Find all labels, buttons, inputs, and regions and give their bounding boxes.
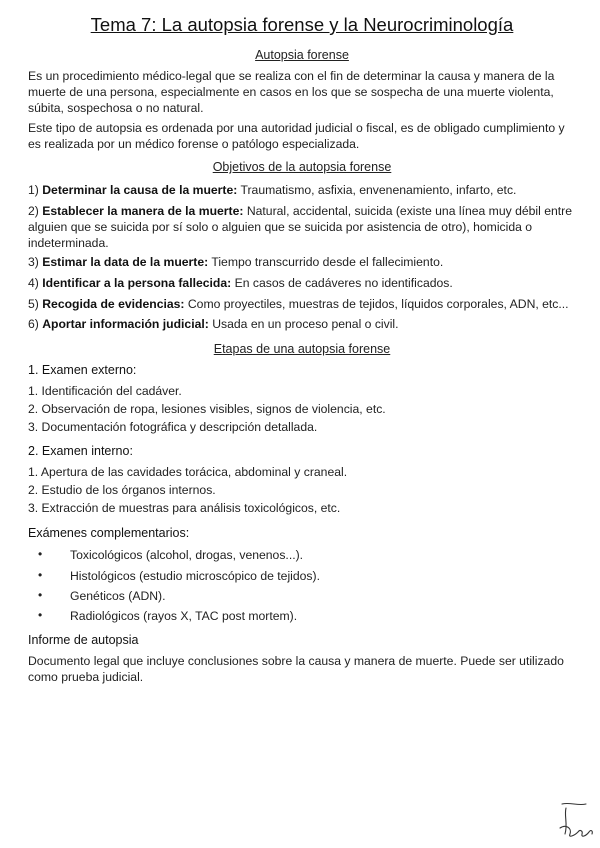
- list-item: 1. Identificación del cadáver.: [28, 384, 182, 398]
- list-item: Toxicológicos (alcohol, drogas, venenos...).: [70, 548, 304, 562]
- report-paragraph: Documento legal que incluye conclusiones sobre la causa y manera de muerte. Puede ser utilizado como prueba judicial.: [28, 654, 564, 684]
- bullet-icon: •: [38, 568, 43, 582]
- signature-icon: [556, 798, 596, 842]
- paragraph-definition: Es un procedimiento médico-legal que se realiza con el fin de determinar la causa y manera de la muerte de una persona, especialmente en casos en los que se sospecha de una muerte violenta, súbita, sospechosa o no natural.: [28, 69, 555, 115]
- section-heading-stages: Etapas de una autopsia forense: [213, 342, 391, 356]
- bullet-icon: •: [38, 588, 43, 602]
- bullet-icon: •: [38, 608, 43, 622]
- list-item: Histológicos (estudio microscópico de tejidos).: [70, 569, 320, 583]
- complementary-exams-heading: Exámenes complementarios:: [28, 526, 190, 540]
- objective-item: 1) Determinar la causa de la muerte: Traumatismo, asfixia, envenenamiento, infarto, etc.: [28, 183, 517, 197]
- paragraph-order: Este tipo de autopsia es ordenada por una autoridad judicial o fiscal, es de obligado cumplimiento y es realizada por un médico forense o patólogo especializada.: [28, 121, 565, 151]
- report-heading: Informe de autopsia: [28, 633, 139, 647]
- list-item: 1. Apertura de las cavidades torácica, abdominal y craneal.: [28, 465, 348, 479]
- list-item: 2. Observación de ropa, lesiones visibles, signos de violencia, etc.: [28, 402, 386, 416]
- objective-item: 4) Identificar a la persona fallecida: En casos de cadáveres no identificados.: [28, 276, 453, 290]
- objective-item: 6) Aportar información judicial: Usada en un proceso penal o civil.: [28, 317, 399, 331]
- list-item: Radiológicos (rayos X, TAC post mortem).: [70, 609, 298, 623]
- objective-item: 3) Estimar la data de la muerte: Tiempo transcurrido desde el fallecimiento.: [28, 255, 444, 269]
- section-heading-objectives: Objetivos de la autopsia forense: [212, 160, 392, 174]
- bullet-icon: •: [38, 547, 43, 561]
- objective-item: 2) Establecer la manera de la muerte: Natural, accidental, suicida (existe una línea muy débil entre alguien que se suicida por sí solo o alguien que se suicida por asistencia de otro), homicida o indeterminada.: [28, 204, 573, 250]
- list-item: 3. Extracción de muestras para análisis toxicológicos, etc.: [28, 501, 341, 515]
- objective-item: 5) Recogida de evidencias: Como proyectiles, muestras de tejidos, líquidos corporales, ADN, etc...: [28, 297, 569, 311]
- external-exam-heading: 1. Examen externo:: [28, 363, 137, 377]
- section-heading-autopsia: Autopsia forense: [255, 48, 349, 62]
- document-title: Tema 7: La autopsia forense y la Neurocriminología: [90, 14, 514, 35]
- list-item: Genéticos (ADN).: [70, 589, 166, 603]
- list-item: 3. Documentación fotográfica y descripción detallada.: [28, 420, 318, 434]
- internal-exam-heading: 2. Examen interno:: [28, 444, 133, 458]
- list-item: 2. Estudio de los órganos internos.: [28, 483, 216, 497]
